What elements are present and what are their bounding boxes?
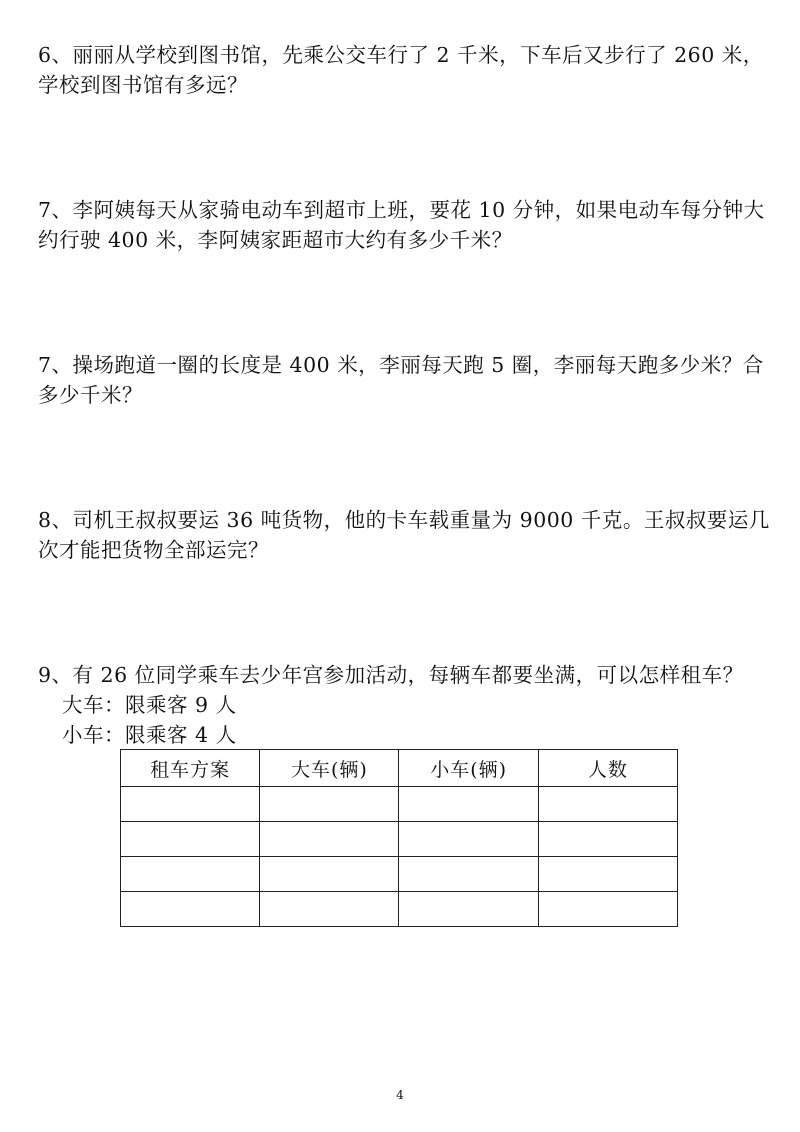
table-row <box>121 787 678 822</box>
answer-cell[interactable] <box>399 787 538 822</box>
question-text-line: 9、有 26 位同学乘车去少年宫参加活动，每辆车都要坐满，可以怎样租车？ <box>38 663 744 687</box>
answer-cell[interactable] <box>538 822 677 857</box>
page-number: 4 <box>396 1088 404 1102</box>
question-text-line: 学校到图书馆有多远？ <box>38 73 248 97</box>
question-9 <box>38 660 768 750</box>
header-large-vehicles: 大车(辆) <box>260 750 399 787</box>
question-7-running-track <box>38 350 768 410</box>
answer-cell[interactable] <box>260 787 399 822</box>
answer-cell[interactable] <box>260 857 399 892</box>
answer-cell[interactable] <box>260 822 399 857</box>
table-row <box>121 822 678 857</box>
answer-cell[interactable] <box>121 892 260 927</box>
answer-cell[interactable] <box>121 822 260 857</box>
question-text-line: 6、丽丽从学校到图书馆，先乘公交车行了 2 千米，下车后又步行了 260 米， <box>38 43 764 67</box>
answer-cell[interactable] <box>260 892 399 927</box>
header-rental-plan: 租车方案 <box>121 750 260 787</box>
question-7-electric-bike <box>38 195 768 255</box>
small-car-capacity: 小车：限乘客 4 人 <box>62 723 237 747</box>
table-header-row <box>121 750 678 787</box>
question-text-line: 8、司机王叔叔要运 36 吨货物，他的卡车载重量为 9000 千克。王叔叔要运几 <box>38 508 770 532</box>
answer-cell[interactable] <box>399 822 538 857</box>
question-text-line: 多少千米？ <box>38 383 143 407</box>
answer-cell[interactable] <box>121 787 260 822</box>
table-row <box>121 857 678 892</box>
question-text-line: 约行驶 400 米，李阿姨家距超市大约有多少千米？ <box>38 228 513 252</box>
header-people-count: 人数 <box>538 750 677 787</box>
question-text-line: 7、李阿姨每天从家骑电动车到超市上班，要花 10 分钟，如果电动车每分钟大 <box>38 198 765 222</box>
table-row <box>121 892 678 927</box>
question-8 <box>38 505 768 565</box>
large-bus-capacity: 大车：限乘客 9 人 <box>62 693 237 717</box>
answer-cell[interactable] <box>538 892 677 927</box>
answer-cell[interactable] <box>538 787 677 822</box>
rental-plan-table <box>120 749 678 927</box>
answer-cell[interactable] <box>538 857 677 892</box>
question-text-line: 7、操场跑道一圈的长度是 400 米，李丽每天跑 5 圈，李丽每天跑多少米？合 <box>38 353 764 377</box>
answer-cell[interactable] <box>121 857 260 892</box>
answer-cell[interactable] <box>399 857 538 892</box>
answer-cell[interactable] <box>399 892 538 927</box>
header-small-vehicles: 小车(辆) <box>399 750 538 787</box>
question-text-line: 次才能把货物全部运完？ <box>38 538 269 562</box>
question-6 <box>38 40 768 100</box>
